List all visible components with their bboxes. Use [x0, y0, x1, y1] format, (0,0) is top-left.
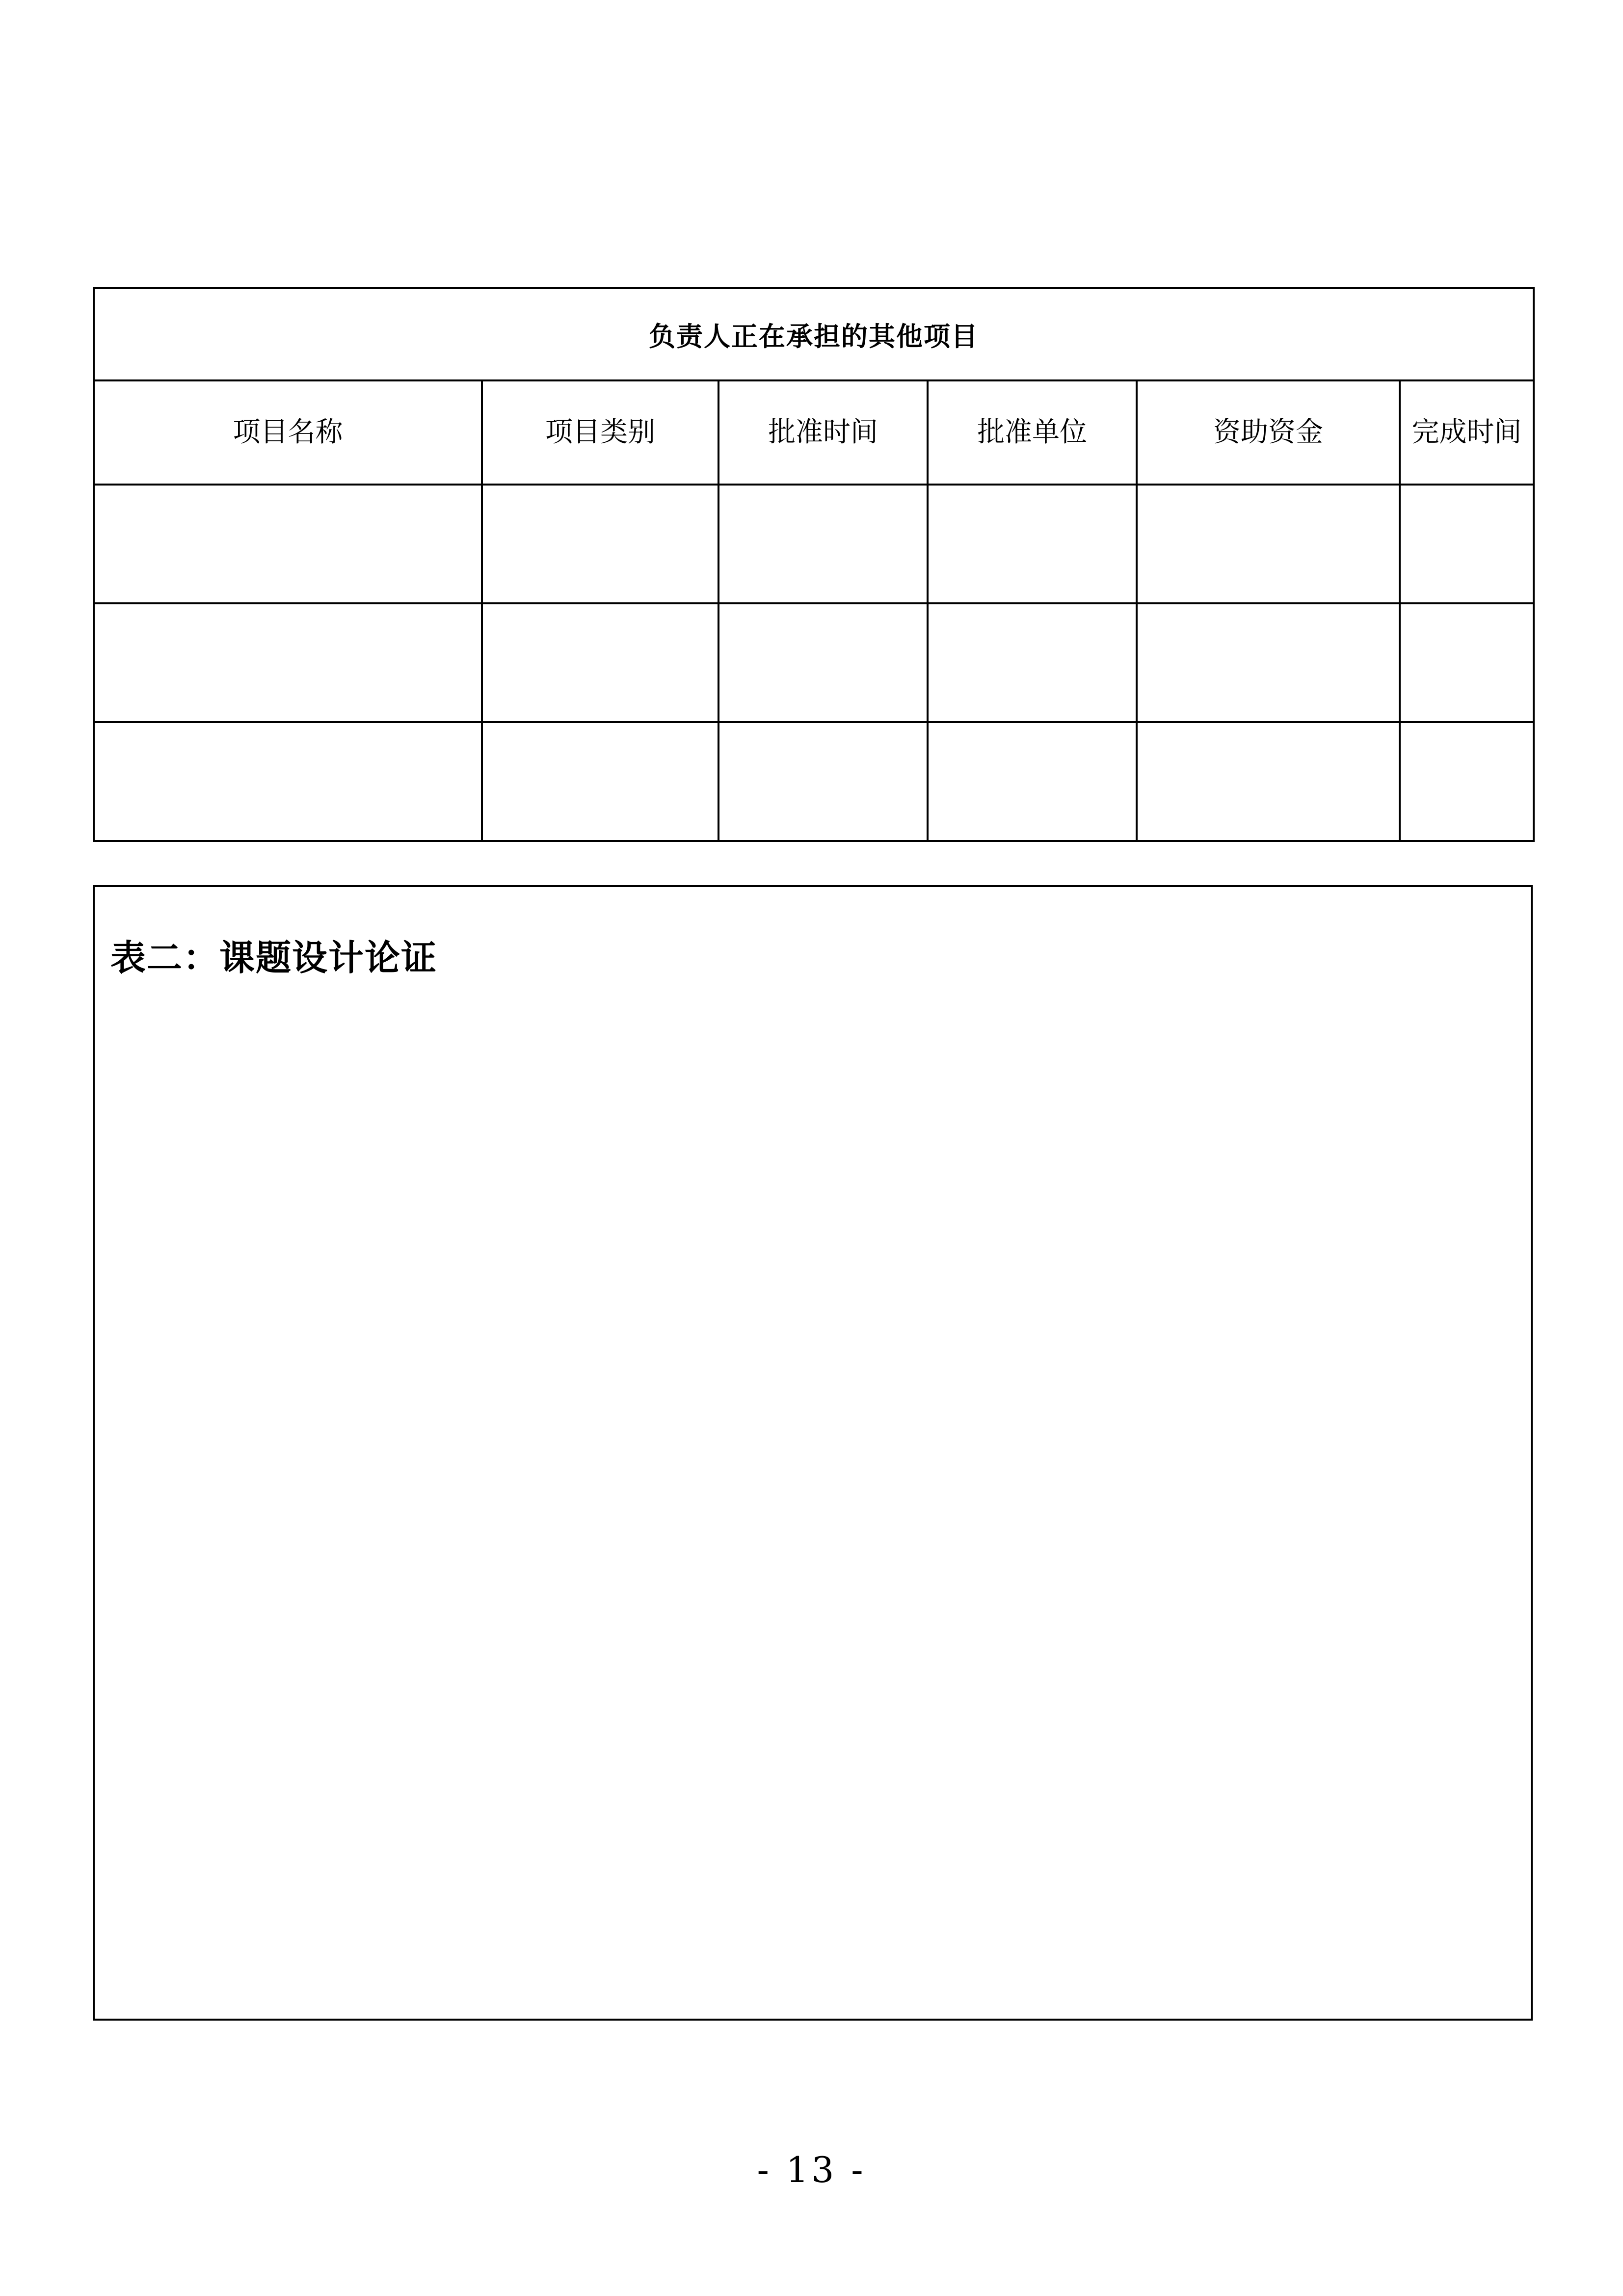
cell-approval-unit[interactable]	[928, 485, 1137, 603]
cell-project-name[interactable]	[94, 603, 482, 722]
cell-project-category[interactable]	[482, 603, 718, 722]
cell-project-name[interactable]	[94, 722, 482, 841]
table-header-row	[94, 380, 1534, 485]
cell-approval-unit[interactable]	[928, 603, 1137, 722]
table-row	[94, 485, 1534, 603]
cell-approval-time[interactable]	[718, 722, 928, 841]
table-title-row	[94, 288, 1534, 380]
header-project-name: 项目名称	[94, 380, 482, 485]
page-number: - 13 -	[757, 2149, 866, 2190]
cell-completion-time[interactable]	[1400, 603, 1534, 722]
cell-approval-time[interactable]	[718, 485, 928, 603]
cell-approval-time[interactable]	[718, 603, 928, 722]
cell-project-category[interactable]	[482, 722, 718, 841]
design-section-title: 表二：课题设计论证	[110, 937, 438, 978]
cell-completion-time[interactable]	[1400, 485, 1534, 603]
cell-project-name[interactable]	[94, 485, 482, 603]
header-completion-time: 完成时间	[1400, 380, 1534, 485]
other-projects-table	[93, 287, 1535, 842]
table-row	[94, 603, 1534, 722]
header-funding: 资助资金	[1137, 380, 1400, 485]
header-approval-time: 批准时间	[718, 380, 928, 485]
header-project-category: 项目类别	[482, 380, 718, 485]
design-section-content[interactable]	[110, 985, 1515, 1999]
table-row	[94, 722, 1534, 841]
cell-funding[interactable]	[1137, 603, 1400, 722]
table-title: 负责人正在承担的其他项目	[94, 288, 1534, 380]
cell-approval-unit[interactable]	[928, 722, 1137, 841]
cell-funding[interactable]	[1137, 485, 1400, 603]
cell-completion-time[interactable]	[1400, 722, 1534, 841]
design-argumentation-box[interactable]	[93, 885, 1533, 2021]
header-approval-unit: 批准单位	[928, 380, 1137, 485]
cell-funding[interactable]	[1137, 722, 1400, 841]
cell-project-category[interactable]	[482, 485, 718, 603]
